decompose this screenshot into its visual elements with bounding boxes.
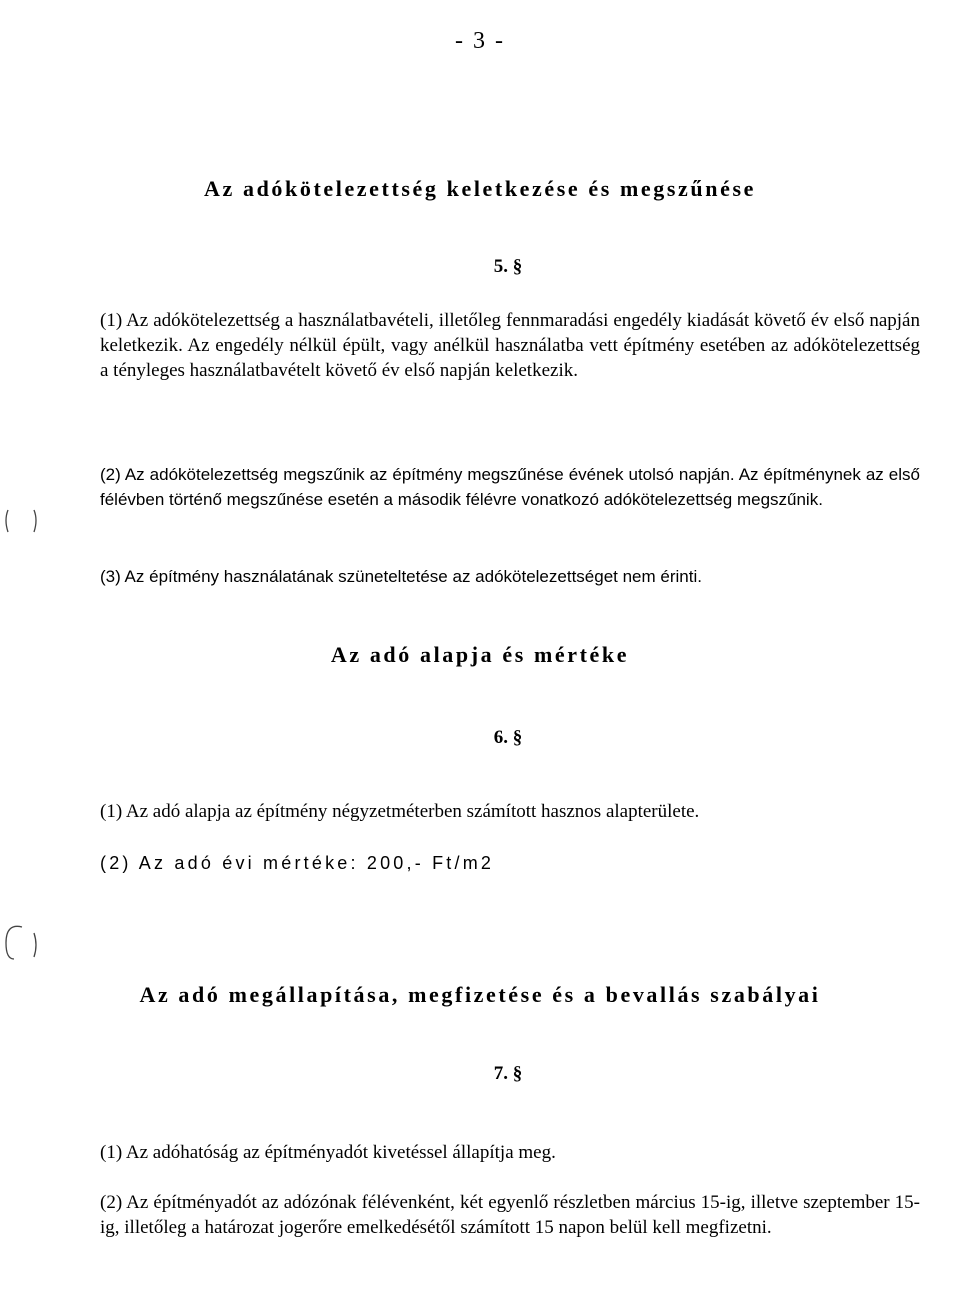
section-6-paragraph-2: (2) Az adó évi mértéke: 200,- Ft/m2 [100,853,495,873]
section-7-number: 7. § [493,1063,523,1084]
page-number: - 3 - [455,28,505,54]
section-5-heading: Az adókötelezettség keletkezése és megszűnése [204,176,756,201]
section-7-heading: Az adó megállapítása, megfizetése és a bevallás szabályai [139,982,821,1007]
section-7-paragraph-2: (2) Az építményadót az adózónak félévenként, két egyenlő részletben március 15-ig, illetve szeptember 15-ig, illetőleg a határozat jogerőre emelkedésétől számított 15 napon belül kell megfizetni. [100,1192,920,1238]
margin-bracket-mark [0,500,50,540]
section-5-paragraph-2: (2) Az adókötelezettség megszűnik az építmény megszűnése évének utolsó napján. Az építménynek az első félévben történő megszűnése esetén a második félévre vonatkozó adókötelezettség megszűnik. [100,465,920,509]
margin-bracket-mark [0,915,50,965]
section-6-paragraph-1: (1) Az adó alapja az építmény négyzetméterben számított hasznos alapterülete. [100,801,700,822]
section-7-paragraph-1: (1) Az adóhatóság az építményadót kivetéssel állapítja meg. [100,1142,556,1163]
section-6-number: 6. § [493,727,523,748]
section-5-paragraph-3: (3) Az építmény használatának szüneteltetése az adókötelezettséget nem érinti. [100,567,702,586]
section-6-heading: Az adó alapja és mértéke [330,642,630,667]
section-5-paragraph-1: (1) Az adókötelezettség a használatbavételi, illetőleg fennmaradási engedély kiadását követő év első napján keletkezik. Az engedély nélkül épült, vagy anélkül használatba vett építmény esetében az adókötelezettség a tényleges használatbavételt követő év első napján keletkezik. [100,310,920,381]
section-5-number: 5. § [493,256,523,277]
